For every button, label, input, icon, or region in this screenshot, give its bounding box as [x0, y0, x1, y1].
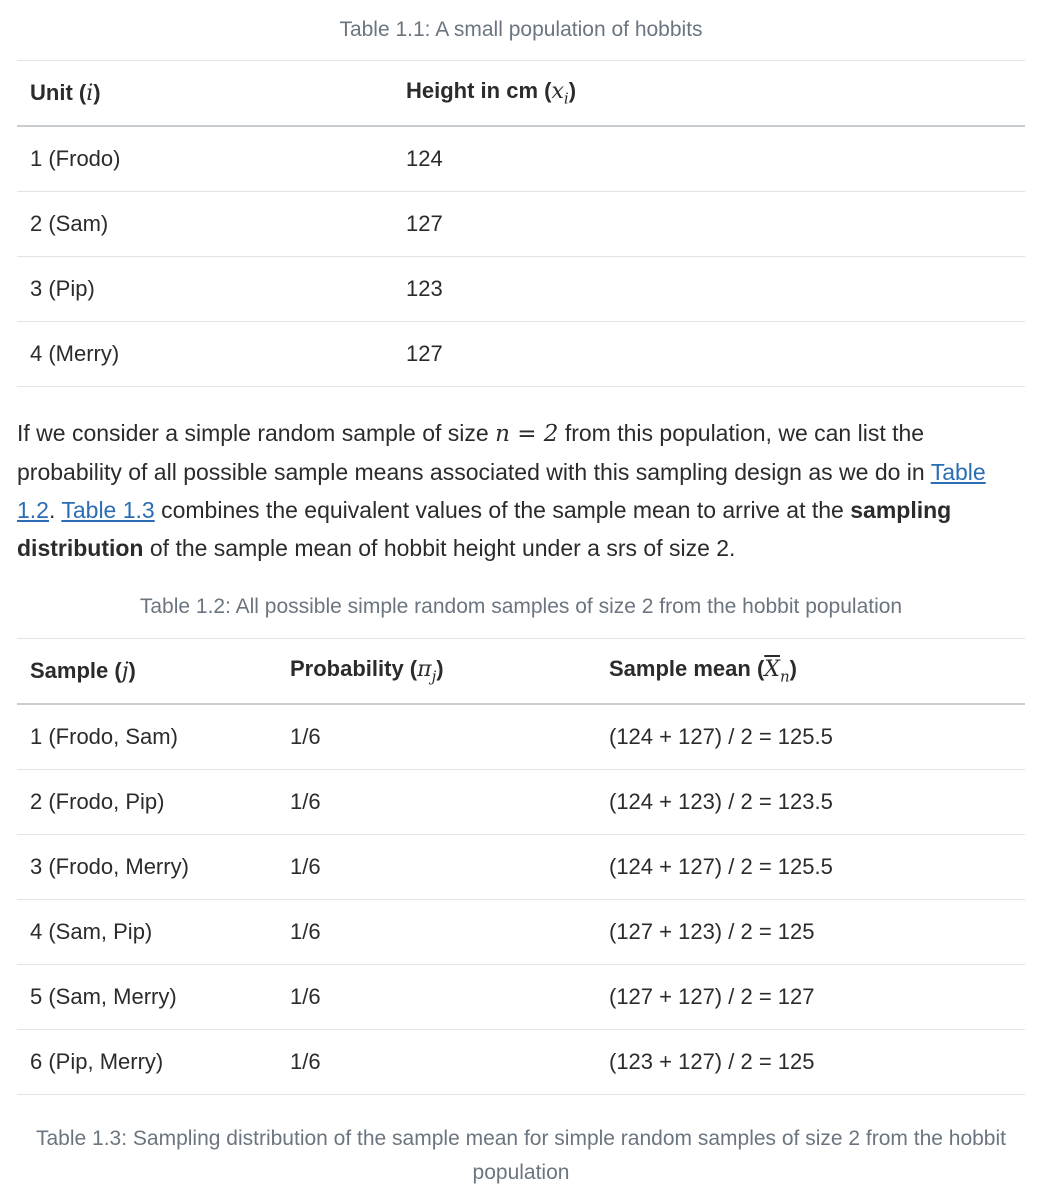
mean-header-close: )	[789, 656, 797, 682]
paragraph-text-4: combines the equivalent values of the sample mean to arrive at the	[154, 497, 851, 523]
mean-var-symbol: $\overline{X}$	[764, 657, 780, 683]
unit-column-header	[17, 61, 393, 127]
sample-header-label: Sample (	[30, 658, 122, 683]
probability-cell: 1/6	[277, 900, 596, 965]
mean-header-var	[764, 657, 790, 686]
sample-header-close: )	[128, 658, 136, 683]
table-1-caption: Table 1.1: A small population of hobbits	[339, 18, 703, 41]
height-cell: 124	[393, 126, 1025, 192]
prob-var-subscript: j	[431, 667, 437, 686]
height-cell: 123	[393, 257, 1025, 322]
height-cell: 127	[393, 322, 1025, 387]
height-header-var	[551, 79, 569, 108]
unit-cell: 1 (Frodo)	[17, 126, 393, 192]
table-row	[17, 192, 1025, 257]
sample-cell: 3 (Frodo, Merry)	[17, 835, 277, 900]
table-header-row	[17, 61, 1025, 127]
sample-mean-cell: (124 + 127) / 2 = 125.5	[596, 704, 1025, 770]
mean-var-subscript: n	[779, 667, 790, 686]
table-1-3-link[interactable]: Table 1.3	[61, 497, 155, 523]
sampling-distribution-term: sampling distribution	[17, 497, 952, 561]
table-3-caption: Table 1.3: Sampling distribution of the sample mean for simple random samples of size 2 from the hobbit population	[36, 1127, 1006, 1184]
unit-header-var: i	[86, 81, 94, 106]
sample-cell: 2 (Frodo, Pip)	[17, 770, 277, 835]
paragraph-text-3: .	[48, 497, 62, 523]
height-var-symbol: x	[551, 79, 564, 105]
unit-cell: 4 (Merry)	[17, 322, 393, 387]
paragraph-text-1: If we consider a simple random sample of size	[17, 420, 496, 446]
table-row	[17, 965, 1025, 1030]
height-header-close: )	[568, 78, 577, 104]
probability-cell: 1/6	[277, 1030, 596, 1095]
unit-header-close: )	[93, 80, 101, 105]
sample-cell: 1 (Frodo, Sam)	[17, 704, 277, 770]
sample-size-math: n = 2	[495, 421, 559, 447]
sample-cell: 6 (Pip, Merry)	[17, 1030, 277, 1095]
sample-cell: 4 (Sam, Pip)	[17, 900, 277, 965]
probability-cell: 1/6	[277, 770, 596, 835]
table-row	[17, 770, 1025, 835]
probability-cell: 1/6	[277, 704, 596, 770]
sample-mean-cell: (127 + 127) / 2 = 127	[596, 965, 1025, 1030]
height-cell: 127	[393, 192, 1025, 257]
prob-header-var	[417, 657, 437, 686]
probability-cell: 1/6	[277, 835, 596, 900]
height-var-subscript: i	[563, 89, 569, 108]
table-header-row	[17, 639, 1025, 705]
table-row	[17, 257, 1025, 322]
random-samples-table	[17, 638, 1025, 1095]
paragraph-text-2: from this population, we can list the probability of all possible sample means associated with this sampling design as we do in	[17, 420, 931, 485]
sample-mean-cell: (124 + 127) / 2 = 125.5	[596, 835, 1025, 900]
unit-cell: 2 (Sam)	[17, 192, 393, 257]
prob-header-close: )	[436, 656, 444, 682]
height-header-label: Height in cm (	[406, 78, 552, 104]
unit-cell: 3 (Pip)	[17, 257, 393, 322]
height-column-header	[393, 61, 1025, 127]
prob-var-symbol: π	[417, 657, 432, 683]
table-1-2-link[interactable]: Table 1.2	[17, 459, 986, 523]
paragraph-text-5: of the sample mean of hobbit height under a srs of size 2.	[143, 535, 736, 561]
probability-column-header	[277, 639, 596, 705]
probability-cell: 1/6	[277, 965, 596, 1030]
sample-mean-column-header	[596, 639, 1025, 705]
mean-header-label: Sample mean (	[609, 656, 765, 682]
table-row	[17, 704, 1025, 770]
sample-mean-cell: (123 + 127) / 2 = 125	[596, 1030, 1025, 1095]
sample-column-header	[17, 639, 277, 705]
table-row	[17, 835, 1025, 900]
table-row	[17, 322, 1025, 387]
hobbit-population-table	[17, 60, 1025, 387]
table-row	[17, 126, 1025, 192]
sample-mean-cell: (124 + 123) / 2 = 123.5	[596, 770, 1025, 835]
sample-header-var: j	[121, 659, 129, 684]
prob-header-label: Probability (	[290, 656, 418, 682]
body-paragraph	[17, 414, 1025, 567]
sample-cell: 5 (Sam, Merry)	[17, 965, 277, 1030]
table-row	[17, 1030, 1025, 1095]
sample-mean-cell: (127 + 123) / 2 = 125	[596, 900, 1025, 965]
table-row	[17, 900, 1025, 965]
unit-header-label: Unit (	[30, 80, 87, 105]
table-2-caption: Table 1.2: All possible simple random samples of size 2 from the hobbit population	[139, 595, 903, 618]
